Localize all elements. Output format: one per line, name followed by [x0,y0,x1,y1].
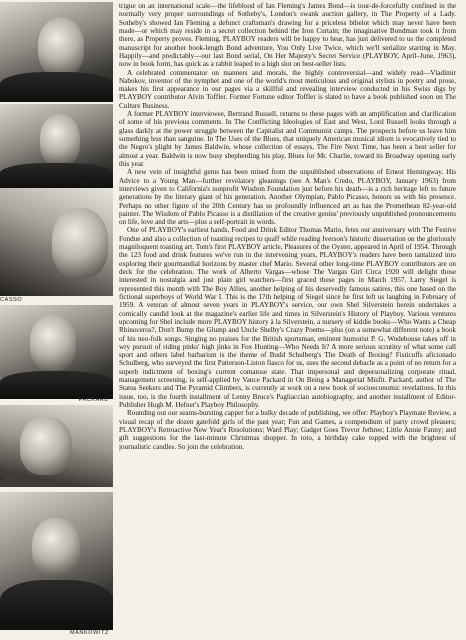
caption-packard: PACKARD [78,397,109,403]
portrait-face-shape [32,518,80,576]
caption-h: H [0,476,5,482]
article-text-column [119,2,456,636]
portrait-face-shape [40,114,80,166]
portrait-face-shape [52,208,108,278]
packard-portrait-photo [0,305,113,399]
portrait-shoulders-shape [0,580,113,630]
nabokov-portrait-photo [0,2,113,102]
mankowitz-portrait-photo [0,492,113,630]
h-portrait-photo [0,405,113,487]
caption-russell: RUSSELL [79,182,109,188]
picasso-portrait-photo [0,188,113,296]
portrait-shoulders-shape [0,72,113,102]
article-paragraph: One of PLAYBOY's earliest hands, Food and Drink Editor Thomas Mario, fetes our anniversary with The Festive Fondue and also a collection of toasting recipes to quaff while reading Iverson's historic dissertation on the gloriously magniloquent toasting art. Tom's first PLAYBOY article, Pleasures of the Oyster, appeared in April of 1954. Through the 123 food and drink features we've run in the intervening years, PLAYBOY's readers have been tantalized into exploring their gourmandial horizons by master chef Mario. Several other long-time PLAYBOY contributors are on deck for the celebration. The work of Alberto Vargas—whose The Vargas Girl Circa 1920 will delight those interested in nostalgia and just plain girl watchers—first graced these pages in March 1957. Larry Siegel is represented this month with The Boy Allies, another helping of his deservedly famous satires, this one based on the fictional superboys of World War I. This is the 17th helping of Siegel since he first left us laughing in February of 1959. A veteran of almost seven years in PLAYBOY's service, our own Shel Silverstein herein undertakes a comically candid look at the magazine's earlier life and times in Silverstein's History of Playboy. Various ventures upcoming for Shel include more PLAYBOY history à la Silverstein, a nursery of kiddie books—Who Wants a Cheap Rhinoceros?, Don't Bump the Glump and Uncle Shelby's Crazy Poems—plus (on a somewhat different note) a book of his neo-folk songs. Singing no praises for the British sportsman, eminent humorist P. G. Wodehouse takes off in wry pursuit of riding pinks' high jinks in Fox Hunting—Who Needs It? A more serious scrutiny of what some call sport and others label barbarism is the theme of Budd Schulberg's The Death of Boxing? Fisticuffs aficionado Schulberg, who surveyed the first Patterson-Liston fiasco for us, uses the second debacle as a point of no return for a superb indictment of boxing's current comatose state. That impersonal and depersonalizing corporate ritual, management screening, is self-applied by Vance Packard in On Being a Managerial Misfit. Packard, author of The Status Seekers and The Pyramid Climbers, is currently at work on a new book of socioeconomic revelations. In this issue, too, is the fourth installment of Lenny Bruce's Pagliaccian autobiography, and another installment of Editor-Publisher Hugh M. Hefner's Playboy Philosophy. [119,226,456,409]
portrait-shoulders-shape [0,371,113,399]
article-paragraph: Rounding out our seams-bursting capper for a bulky decade of publishing, we offer: Playboy's Playmate Review, a visual recap of the dozen gatefold girls of the past year; Fun and Games, a compendium of party crowd pleasers; PLAYBOY's Retroactive New Year's Resolutions; Ward Play; Gadget Goes Trevor Jethree; Little Annie Fanny; and gift suggestions for the last-minute Christmas shopper. In toto, a birthday cake topped with the brightest of journalistic candles. So join the celebration. [119,409,456,451]
article-paragraph: A former PLAYBOY interviewee, Bertrand Russell, returns to these pages with an amplification and clarification of some of his previous comments. In The Conflicting Ideologies of East and West, Lord Russell looks through a glass darkly at the power struggle between the Capitalist and Communist camps. The prospects before us leave him something less than sanguine. In The Uses of the Blues, that uniquely American musical idiom is evocatively tied to the Negro's plight by James Baldwin, whose collection of essays, The Fire Next Time, has been a best seller for almost a year. Baldwin is now busy shepherding his play, Blues for Mr. Charlie, toward its Broadway opening early this year. [119,110,456,168]
portrait-face-shape [30,315,76,371]
portrait-face-shape [38,18,84,76]
portrait-face-shape [20,417,72,475]
caption-mankowitz: MANKOWITZ [69,630,109,636]
caption-picasso: CASSO [0,297,23,303]
article-paragraph: trigue on an international scale—the lifeblood of Ian Fleming's James Bond—is tour-de-forcefully confined in the normally very proper surroundings of Sotheby's, London's swank auction gallery, in The Property of a Lady. Sotheby's showed Ian Fleming a defunct craftsman's drawing for a priceless bibelot which may never have been made—or which may reside in a secret collection behind the Iron Curtain; the imaginative Bondman took it from there, as Property proves. Fleming, PLAYBOY readers will be happy to hear, has just delivered to us the completed manuscript for another book-length Bond adventure, You Only Live Twice, which we'll serialize starting in May. Happily—and predictably—our last Bond serial, On Her Majesty's Secret Service (PLAYBOY, April–June, 1963), now in book form, has quick as a rabbit leaped to a high slot on best-seller lists. [119,2,456,69]
article-paragraph: A celebrated commentator on manners and morals, the highly controversial—and widely read—Vladimir Nabokov, inventor of the nymphet and one of the world's most meticulous and original stylists in poetry and prose, makes his first appearance in our pages via a skillful and revealing interview conducted in his Swiss digs by PLAYBOY contributor Alvin Toffler. Former Fortune editor Toffler is slated to have a book published soon on The Culture Business. [119,68,456,110]
russell-portrait-photo [0,104,113,188]
article-paragraph: A new vein of insightful gems has been mined from the unpublished observations of Ernest Hemingway. His Advice to a Young Man—further revelatory gleanings (see A Man's Credo, PLAYBOY, January 1963) from interviews given to California's nonprofit Wisdom Foundation just before his death—is a rich heritage left to future generations by the literary giant of his generation. Another Olympian, Pablo Picasso, honors us with his presence. Perhaps no other figure of the 20th Century has so profoundly influenced art as has the Promethean 82-year-old painter. The Wisdom of Pablo Picasso is a distillation of the creative genius' previously unpublished pronouncements on life, love and the arts—plus a self-portrait in words. [119,168,456,227]
